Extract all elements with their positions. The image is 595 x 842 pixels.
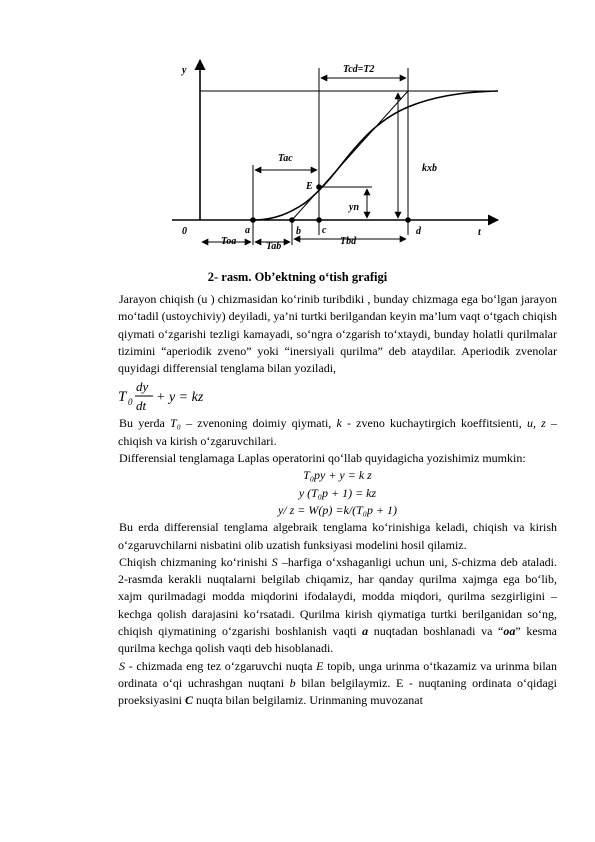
label-a: a: [245, 225, 250, 236]
tangent-line: [292, 91, 408, 220]
label-b: b: [296, 226, 301, 237]
formula-sub0: 0: [128, 397, 133, 408]
paragraph-3: Differensial tenglamaga Laplas operatorini qo‘llab quyidagicha yozishimiz mumkin:: [119, 451, 526, 466]
label-toa: Toa: [221, 236, 237, 247]
formula-dy: dy: [136, 379, 149, 395]
differential-equation: [118, 377, 557, 415]
paragraph-5: Chiqish chizmaning ko‘rinishi S –harfiga o‘xshaganligi uchun uni, S-chizma deb ataladi. 2-rasmda kerakli nuqtalarni belgilab chiqamiz, har qanday qurilma xajmga ega bo‘lib, xajm qurilmadagi modda miqdorini ifodalaydi, modda miqdori, qurilma sezgirligini – kechga qolish darajasini ko‘rsatadi. Qurilma kirish qiymatiga turtki berilganidan so‘ng, chiqish qiymatining o‘zgarishi boshlanish vaqti a nuqtadan boshlanadi va “oa” kesma qurilma kechga qolish vaqti deb hisoblanadi.: [118, 554, 557, 656]
figure-caption: 2- rasm. Ob’ektning o‘tish grafigi: [207, 270, 388, 284]
point-a: [250, 217, 256, 223]
transition-graph: [160, 55, 520, 255]
point-b: [289, 217, 295, 223]
paragraph-2: Bu yerda T₀ – zvenoning doimiy qiymati, k - zveno kuchaytirgich koeffitsienti, u, z – chiqish va kirish o‘zgaruvchilari.: [118, 416, 557, 448]
body-text: [118, 291, 557, 710]
point-d: [405, 217, 411, 223]
label-tcd: Tcd=T2: [343, 64, 375, 75]
equation-1: T₀py + y = k z: [303, 468, 372, 483]
label-origin: 0: [182, 226, 187, 237]
label-t: t: [478, 227, 481, 238]
label-y: y: [182, 65, 187, 76]
paragraph-4: Bu erda differensial tenglama algebraik tenglama ko‘rinishiga keladi, chiqish va kirish o‘zgaruvchilarni nisbatini olib uzatish funksiyasi modelini hosil qilamiz.: [118, 520, 557, 552]
formula-t0: T: [118, 389, 127, 406]
label-d: d: [416, 226, 421, 237]
paragraph-6: S - chizmada eng tez o‘zgaruvchi nuqta E topib, unga urinma o‘tkazamiz va urinma bilan ordinata o‘qi uchrashgan nuqtani b bilan belgilaymiz. E - nuqtaning ordinata o‘qidagi proeksiyasini C nuqta bilan belgilamiz. Urinmaning muvozanat: [118, 658, 557, 708]
equation-3: y/ z = W(p) =k/(T₀p + 1): [277, 502, 398, 517]
label-tac: Tac: [278, 153, 293, 164]
formula-rhs: + y = kz: [156, 390, 204, 406]
label-e: E: [306, 181, 313, 192]
point-c: [316, 217, 322, 223]
point-e: [316, 184, 322, 190]
paragraph-1: Jarayon chiqish (u ) chizmasidan ko‘rinib turibdiki , bunday chizmaga ega bo‘lgan jarayon mo‘tadil (ustoychiviy) deyiladi, ya’ni turtki berilgandan keyin ma’lum vaqt o‘tgach chiqish qiymati o‘zgarishi tezligi kamayadi, so‘ngra o‘zgarish to‘xtaydi, bunday holatli qurilmalar tizimini “aperiodik zveno” yoki “inersiyali qurilma” deb ataydilar. Aperiodik zvenolar quyidagi differensial tenglama bilan yoziladi,: [118, 292, 557, 376]
equation-2: y (T₀p + 1) = kz: [298, 485, 377, 500]
label-tbd: Tbd: [340, 236, 357, 247]
formula-dt: dt: [136, 398, 147, 414]
label-c: c: [322, 225, 327, 236]
label-yn: yn: [349, 202, 359, 213]
label-kxb: kxb: [422, 163, 437, 174]
label-tab: Tab: [266, 241, 282, 252]
